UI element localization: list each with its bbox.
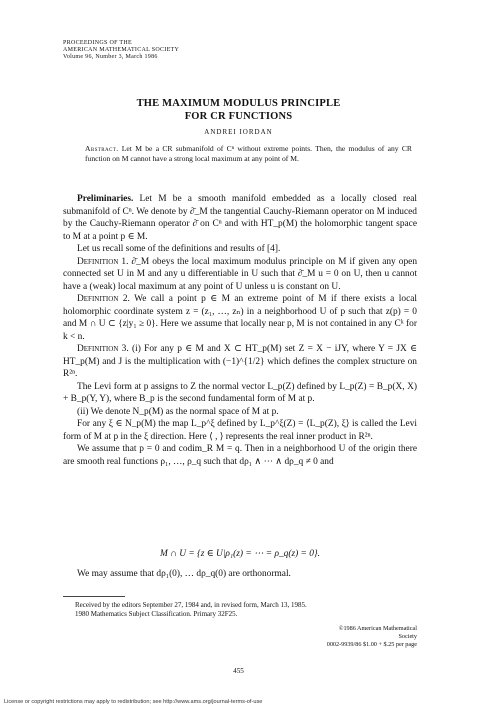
paragraph-text: Let M be a smooth manifold embedded as a locally closed real submanifold of Cⁿ. We denote by ∂̄_M the tangential Cauchy-Riemann operator on M induced by the Cauchy-Riemann operator ∂̄ on Cⁿ and with HT_p(M) the holomorphic tangent space to M at a point p ∈ M. (63, 194, 417, 242)
copyright-block (320, 625, 417, 650)
section-heading: Preliminaries. (77, 194, 134, 204)
orthonormal-paragraph: We may assume that dρ₁(0), … dρ_q(0) are orthonormal. (77, 569, 291, 579)
closing-text (63, 568, 417, 581)
msc-note: 1980 Mathematics Subject Classification. Primary 32F25. (75, 610, 238, 619)
definition-text: ∂̄_M obeys the local maximum modulus principle on M if given any open connected set U in M and any u differentiable in U such that ∂̄_M u = 0 on U, then u cannot have a (weak) local maximum at any point of U unless u is constant on U. (63, 256, 418, 292)
body-text (63, 193, 417, 468)
levi-form-paragraph: The Levi form at p assigns to Z the normal vector L_p(Z) defined by L_p(Z) = B_p(X, X) + B_p(Y, Y), where B_p is the second fundamental form of M at p. (63, 381, 417, 404)
definition-text: (i) For any p ∈ M and X ⊂ HT_p(M) set Z = X − iJY, where Y = JX ∈ HT_p(M) and J is the multiplication with (−1)^{1/2} which defines the complex structure on R²ⁿ. (63, 344, 418, 379)
definition-3 (63, 343, 417, 381)
page-number: 455 (233, 667, 244, 675)
abstract (85, 144, 412, 164)
journal-line-3: Volume 96, Number 3, March 1986 (63, 54, 158, 61)
title-line-2: FOR CR FUNCTIONS (184, 111, 293, 122)
definition-1 (63, 256, 417, 294)
abstract-text: Let M be a CR submanifold of Cⁿ without extreme points. Then, the modulus of any CR function on M cannot have a strong local maximum at any point of M. (85, 144, 412, 164)
received-note: Received by the editors September 27, 1984 and, in revised form, March 13, 1985. (75, 601, 307, 609)
assumption-paragraph: We assume that p = 0 and codim_R M = q. Then in a neighborhood U of the origin there are smooth real functions ρ₁, …, ρ_q such that dρ₁ ∧ ⋯ ∧ dρ_q ≠ 0 and (63, 444, 417, 467)
journal-header (63, 40, 179, 62)
copyright-line-2: 0002-9939/86 $1.00 + $.25 per page (326, 641, 417, 649)
display-formula: M ∩ U = {z ∈ U|ρ₁(z) = ⋯ = ρ_q(z) = 0}. (159, 549, 321, 559)
license-notice[interactable]: License or copyright restrictions may apply to redistribution; see http://www.ams.org/journal-terms-of-use (4, 699, 263, 705)
definition-2 (63, 293, 417, 343)
footnote-rule (63, 596, 125, 597)
footnotes (63, 601, 417, 620)
definition-label: Definition 3. (77, 344, 129, 354)
definition-label: Definition 2. (77, 294, 130, 304)
paper-title (0, 97, 477, 123)
title-line-1: THE MAXIMUM MODULUS PRINCIPLE (136, 98, 341, 109)
paragraph-recall: Let us recall some of the definitions and results of [4]. (77, 244, 281, 254)
normal-space-paragraph: (ii) We denote N_p(M) as the normal space of M at p. (77, 406, 279, 417)
journal-line-1: PROCEEDINGS OF THE (63, 40, 132, 46)
levi-direction-paragraph: For any ξ ∈ N_p(M) the map L_p^ξ defined by L_p^ξ(Z) = ⟨L_p(Z), ξ⟩ is called the Levi form of M at p in the ξ direction. Here ⟨ , ⟩ represents the real inner product in R²ⁿ. (63, 419, 417, 442)
definition-label: Definition 1. (77, 256, 129, 267)
copyright-line-1: ©1986 American Mathematical Society (338, 625, 417, 641)
abstract-label: Abstract. (85, 144, 119, 153)
author: ANDREI IORDAN (204, 128, 273, 136)
definition-text: We call a point p ∈ M an extreme point of M if there exists a local holomorphic coordinate system z = (z₁, …, zₙ) in a neighborhood U of p such that z(p) = 0 and M ∩ U ⊂ {z|y₁ ≥ 0}. Here we assume that locally near p, M is not contained in any Cᵏ for k < n. (63, 294, 418, 342)
journal-line-2: AMERICAN MATHEMATICAL SOCIETY (63, 47, 180, 54)
paragraph-preliminaries (63, 193, 417, 243)
